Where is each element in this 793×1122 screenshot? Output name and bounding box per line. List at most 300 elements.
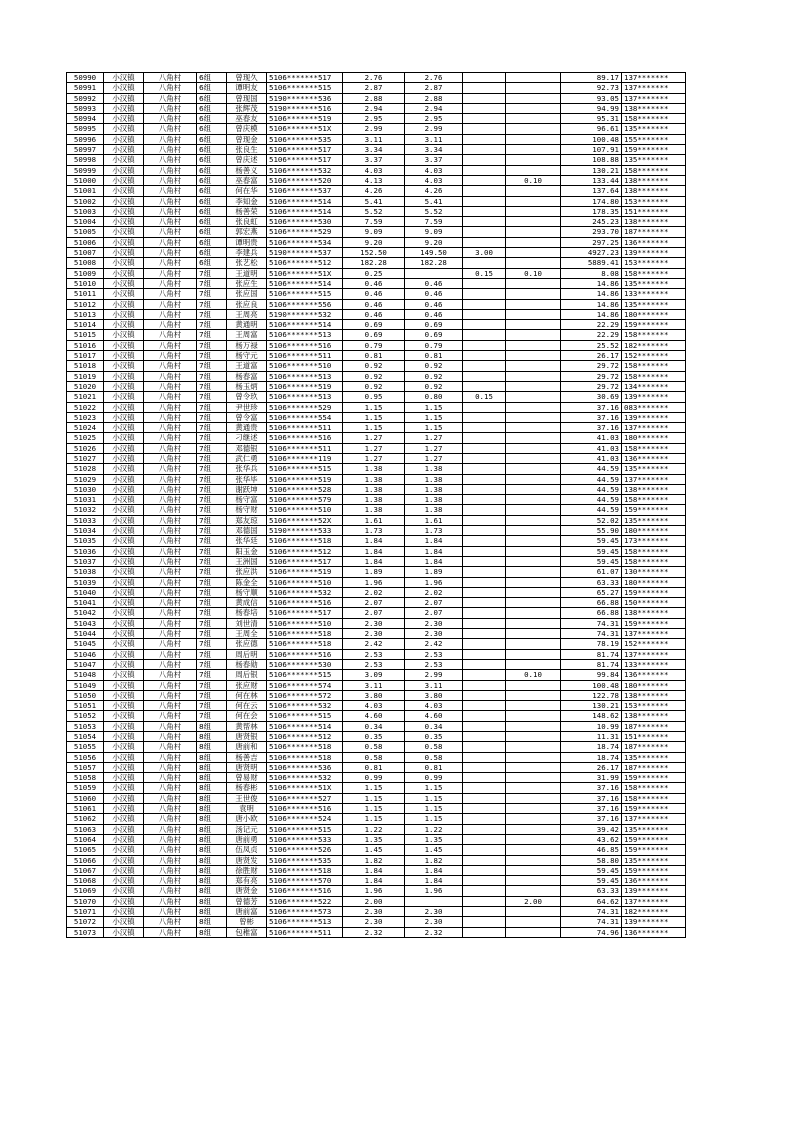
- id-number-cell: 5106*******518: [267, 639, 343, 649]
- area-total-cell: 1.15: [343, 402, 405, 412]
- area-b-cell: [463, 217, 506, 227]
- name-cell: 张应国: [227, 289, 267, 299]
- area-b-cell: [463, 278, 506, 288]
- record-id-cell: 51047: [67, 659, 104, 669]
- area-total-cell: 3.80: [343, 690, 405, 700]
- name-cell: 王周全: [227, 629, 267, 639]
- id-number-cell: 5106*******515: [267, 670, 343, 680]
- town-cell: 小汉镇: [104, 464, 144, 474]
- record-id-cell: 51030: [67, 484, 104, 494]
- village-cell: 八角村: [144, 351, 197, 361]
- town-cell: 小汉镇: [104, 299, 144, 309]
- table-row: [67, 515, 686, 525]
- record-id-cell: 50995: [67, 124, 104, 134]
- area-a-cell: 2.30: [405, 917, 463, 927]
- town-cell: 小汉镇: [104, 443, 144, 453]
- phone-cell: 135*******: [622, 124, 686, 134]
- record-id-cell: 51024: [67, 423, 104, 433]
- area-c-cell: [506, 453, 561, 463]
- area-c-cell: [506, 196, 561, 206]
- name-cell: 唐贤明: [227, 762, 267, 772]
- area-c-cell: [506, 536, 561, 546]
- group-cell: 7组: [197, 659, 227, 669]
- area-c-cell: [506, 495, 561, 505]
- id-number-cell: 5106*******51X: [267, 783, 343, 793]
- town-cell: 小汉镇: [104, 155, 144, 165]
- area-a-cell: 9.20: [405, 237, 463, 247]
- amount-cell: 29.72: [561, 371, 622, 381]
- area-a-cell: 0.81: [405, 351, 463, 361]
- area-a-cell: 2.88: [405, 93, 463, 103]
- village-cell: 八角村: [144, 289, 197, 299]
- area-a-cell: 3.34: [405, 145, 463, 155]
- record-id-cell: 50993: [67, 103, 104, 113]
- record-id-cell: 51058: [67, 773, 104, 783]
- area-total-cell: 3.11: [343, 680, 405, 690]
- table-row: [67, 629, 686, 639]
- id-number-cell: 5106*******554: [267, 412, 343, 422]
- amount-cell: 55.90: [561, 526, 622, 536]
- village-cell: 八角村: [144, 145, 197, 155]
- town-cell: 小汉镇: [104, 515, 144, 525]
- record-id-cell: 51023: [67, 412, 104, 422]
- area-b-cell: [463, 289, 506, 299]
- phone-cell: 180*******: [622, 433, 686, 443]
- id-number-cell: 5106*******513: [267, 371, 343, 381]
- village-cell: 八角村: [144, 217, 197, 227]
- table-row: [67, 93, 686, 103]
- area-b-cell: [463, 598, 506, 608]
- town-cell: 小汉镇: [104, 526, 144, 536]
- area-total-cell: 1.38: [343, 464, 405, 474]
- area-total-cell: 2.07: [343, 598, 405, 608]
- village-cell: 八角村: [144, 701, 197, 711]
- village-cell: 八角村: [144, 587, 197, 597]
- area-total-cell: 1.22: [343, 824, 405, 834]
- record-id-cell: 51028: [67, 464, 104, 474]
- id-number-cell: 5106*******517: [267, 608, 343, 618]
- table-row: [67, 196, 686, 206]
- village-cell: 八角村: [144, 773, 197, 783]
- name-cell: 邓德国: [227, 526, 267, 536]
- area-total-cell: 0.95: [343, 392, 405, 402]
- village-cell: 八角村: [144, 618, 197, 628]
- area-total-cell: 1.15: [343, 412, 405, 422]
- group-cell: 6组: [197, 114, 227, 124]
- table-row: [67, 134, 686, 144]
- amount-cell: 63.33: [561, 886, 622, 896]
- town-cell: 小汉镇: [104, 93, 144, 103]
- amount-cell: 122.78: [561, 690, 622, 700]
- table-row: [67, 618, 686, 628]
- area-c-cell: [506, 649, 561, 659]
- name-cell: 杨春培: [227, 608, 267, 618]
- group-cell: 7组: [197, 484, 227, 494]
- phone-cell: 187*******: [622, 762, 686, 772]
- name-cell: 张华毕: [227, 474, 267, 484]
- village-cell: 八角村: [144, 752, 197, 762]
- area-total-cell: 2.32: [343, 927, 405, 937]
- amount-cell: 100.48: [561, 680, 622, 690]
- group-cell: 6组: [197, 155, 227, 165]
- table-row: [67, 423, 686, 433]
- area-c-cell: [506, 340, 561, 350]
- area-b-cell: [463, 886, 506, 896]
- area-a-cell: 5.41: [405, 196, 463, 206]
- group-cell: 6组: [197, 196, 227, 206]
- amount-cell: 41.03: [561, 433, 622, 443]
- table-row: [67, 608, 686, 618]
- area-c-cell: [506, 732, 561, 742]
- area-c-cell: [506, 83, 561, 93]
- group-cell: 8组: [197, 886, 227, 896]
- area-c-cell: [506, 917, 561, 927]
- area-a-cell: 7.59: [405, 217, 463, 227]
- area-total-cell: 1.38: [343, 474, 405, 484]
- group-cell: 8组: [197, 896, 227, 906]
- id-number-cell: 5190*******537: [267, 248, 343, 258]
- table-row: [67, 732, 686, 742]
- name-cell: 唐前富: [227, 907, 267, 917]
- name-cell: 王道明: [227, 268, 267, 278]
- area-a-cell: 2.87: [405, 83, 463, 93]
- area-b-cell: [463, 618, 506, 628]
- group-cell: 7组: [197, 556, 227, 566]
- area-c-cell: [506, 804, 561, 814]
- amount-cell: 59.45: [561, 556, 622, 566]
- town-cell: 小汉镇: [104, 474, 144, 484]
- village-cell: 八角村: [144, 484, 197, 494]
- amount-cell: 74.31: [561, 629, 622, 639]
- id-number-cell: 5106*******533: [267, 834, 343, 844]
- record-id-cell: 51005: [67, 227, 104, 237]
- area-total-cell: 2.53: [343, 649, 405, 659]
- town-cell: 小汉镇: [104, 845, 144, 855]
- village-cell: 八角村: [144, 330, 197, 340]
- phone-cell: 137*******: [622, 73, 686, 83]
- name-cell: 杨守元: [227, 351, 267, 361]
- area-c-cell: [506, 114, 561, 124]
- phone-cell: 137*******: [622, 896, 686, 906]
- area-total-cell: 2.95: [343, 114, 405, 124]
- area-c-cell: [506, 361, 561, 371]
- group-cell: 6组: [197, 237, 227, 247]
- town-cell: 小汉镇: [104, 701, 144, 711]
- area-total-cell: 1.84: [343, 546, 405, 556]
- area-b-cell: [463, 567, 506, 577]
- amount-cell: 37.16: [561, 783, 622, 793]
- village-cell: 八角村: [144, 93, 197, 103]
- area-b-cell: [463, 927, 506, 937]
- area-a-cell: [405, 896, 463, 906]
- area-total-cell: 4.03: [343, 165, 405, 175]
- id-number-cell: 5106*******510: [267, 361, 343, 371]
- id-number-cell: 5106*******510: [267, 577, 343, 587]
- area-b-cell: [463, 907, 506, 917]
- amount-cell: 59.45: [561, 546, 622, 556]
- area-c-cell: [506, 618, 561, 628]
- phone-cell: 180*******: [622, 680, 686, 690]
- town-cell: 小汉镇: [104, 732, 144, 742]
- phone-cell: 135*******: [622, 515, 686, 525]
- area-b-cell: [463, 330, 506, 340]
- area-total-cell: 0.92: [343, 371, 405, 381]
- area-a-cell: 2.07: [405, 598, 463, 608]
- id-number-cell: 5106*******513: [267, 392, 343, 402]
- group-cell: 7组: [197, 495, 227, 505]
- record-id-cell: 51050: [67, 690, 104, 700]
- area-b-cell: [463, 495, 506, 505]
- name-cell: 谭明贵: [227, 237, 267, 247]
- name-cell: 杨春勋: [227, 659, 267, 669]
- record-id-cell: 51026: [67, 443, 104, 453]
- village-cell: 八角村: [144, 73, 197, 83]
- area-total-cell: 1.84: [343, 536, 405, 546]
- group-cell: 8组: [197, 804, 227, 814]
- area-c-cell: 0.10: [506, 268, 561, 278]
- town-cell: 小汉镇: [104, 258, 144, 268]
- amount-cell: 44.59: [561, 464, 622, 474]
- table-row: [67, 865, 686, 875]
- amount-cell: 26.17: [561, 762, 622, 772]
- amount-cell: 14.86: [561, 309, 622, 319]
- area-a-cell: 1.22: [405, 824, 463, 834]
- group-cell: 7组: [197, 392, 227, 402]
- area-a-cell: 2.99: [405, 670, 463, 680]
- area-a-cell: 9.09: [405, 227, 463, 237]
- group-cell: 7组: [197, 423, 227, 433]
- phone-cell: 137*******: [622, 649, 686, 659]
- name-cell: 黄通明: [227, 320, 267, 330]
- area-b-cell: [463, 762, 506, 772]
- area-total-cell: 1.15: [343, 423, 405, 433]
- table-row: [67, 721, 686, 731]
- village-cell: 八角村: [144, 196, 197, 206]
- name-cell: 何在林: [227, 690, 267, 700]
- phone-cell: 150*******: [622, 598, 686, 608]
- village-cell: 八角村: [144, 711, 197, 721]
- area-c-cell: [506, 721, 561, 731]
- name-cell: 曾令玖: [227, 392, 267, 402]
- group-cell: 7组: [197, 330, 227, 340]
- town-cell: 小汉镇: [104, 855, 144, 865]
- amount-cell: 92.73: [561, 83, 622, 93]
- group-cell: 8组: [197, 927, 227, 937]
- area-b-cell: [463, 752, 506, 762]
- table-row: [67, 680, 686, 690]
- phone-cell: 182*******: [622, 340, 686, 350]
- area-b-cell: [463, 371, 506, 381]
- group-cell: 7组: [197, 412, 227, 422]
- name-cell: 张艺松: [227, 258, 267, 268]
- village-cell: 八角村: [144, 907, 197, 917]
- area-b-cell: [463, 587, 506, 597]
- area-a-cell: 4.03: [405, 165, 463, 175]
- town-cell: 小汉镇: [104, 598, 144, 608]
- area-total-cell: 0.92: [343, 381, 405, 391]
- village-cell: 八角村: [144, 577, 197, 587]
- record-id-cell: 51002: [67, 196, 104, 206]
- phone-cell: 130*******: [622, 567, 686, 577]
- area-total-cell: 2.30: [343, 618, 405, 628]
- phone-cell: 136*******: [622, 876, 686, 886]
- amount-cell: 37.16: [561, 804, 622, 814]
- record-id-cell: 51042: [67, 608, 104, 618]
- amount-cell: 5889.41: [561, 258, 622, 268]
- area-b-cell: [463, 320, 506, 330]
- name-cell: 李知金: [227, 196, 267, 206]
- village-cell: 八角村: [144, 361, 197, 371]
- record-id-cell: 51072: [67, 917, 104, 927]
- area-a-cell: 0.99: [405, 773, 463, 783]
- amount-cell: 94.99: [561, 103, 622, 113]
- town-cell: 小汉镇: [104, 309, 144, 319]
- area-c-cell: [506, 351, 561, 361]
- town-cell: 小汉镇: [104, 649, 144, 659]
- name-cell: 曾现久: [227, 73, 267, 83]
- group-cell: 8组: [197, 834, 227, 844]
- area-total-cell: 1.27: [343, 453, 405, 463]
- area-a-cell: 1.27: [405, 443, 463, 453]
- phone-cell: 136*******: [622, 237, 686, 247]
- area-c-cell: [506, 783, 561, 793]
- table-row: [67, 505, 686, 515]
- area-b-cell: [463, 340, 506, 350]
- area-b-cell: [463, 484, 506, 494]
- area-c-cell: 0.10: [506, 670, 561, 680]
- record-id-cell: 51019: [67, 371, 104, 381]
- id-number-cell: 5106*******532: [267, 165, 343, 175]
- amount-cell: 29.72: [561, 381, 622, 391]
- area-c-cell: [506, 423, 561, 433]
- area-a-cell: 0.79: [405, 340, 463, 350]
- record-id-cell: 50999: [67, 165, 104, 175]
- area-c-cell: [506, 598, 561, 608]
- group-cell: 7组: [197, 711, 227, 721]
- area-b-cell: [463, 526, 506, 536]
- area-b-cell: [463, 258, 506, 268]
- record-id-cell: 51065: [67, 845, 104, 855]
- area-b-cell: [463, 361, 506, 371]
- phone-cell: 187*******: [622, 227, 686, 237]
- id-number-cell: 5106*******516: [267, 433, 343, 443]
- group-cell: 7组: [197, 670, 227, 680]
- table-row: [67, 412, 686, 422]
- village-cell: 八角村: [144, 423, 197, 433]
- area-c-cell: [506, 227, 561, 237]
- table-row: [67, 793, 686, 803]
- area-b-cell: [463, 629, 506, 639]
- name-cell: 谭明友: [227, 83, 267, 93]
- town-cell: 小汉镇: [104, 505, 144, 515]
- amount-cell: 10.99: [561, 721, 622, 731]
- id-number-cell: 5106*******532: [267, 701, 343, 711]
- phone-cell: 158*******: [622, 268, 686, 278]
- phone-cell: 158*******: [622, 495, 686, 505]
- table-row: [67, 907, 686, 917]
- amount-cell: 93.05: [561, 93, 622, 103]
- table-row: [67, 155, 686, 165]
- record-id-cell: 51011: [67, 289, 104, 299]
- amount-cell: 18.74: [561, 742, 622, 752]
- area-c-cell: [506, 289, 561, 299]
- town-cell: 小汉镇: [104, 927, 144, 937]
- area-a-cell: 2.94: [405, 103, 463, 113]
- record-id-cell: 51068: [67, 876, 104, 886]
- record-id-cell: 51073: [67, 927, 104, 937]
- town-cell: 小汉镇: [104, 484, 144, 494]
- town-cell: 小汉镇: [104, 371, 144, 381]
- id-number-cell: 5106*******572: [267, 690, 343, 700]
- table-row: [67, 217, 686, 227]
- area-c-cell: 2.00: [506, 896, 561, 906]
- record-id-cell: 51051: [67, 701, 104, 711]
- area-c-cell: [506, 278, 561, 288]
- town-cell: 小汉镇: [104, 83, 144, 93]
- area-a-cell: 1.15: [405, 814, 463, 824]
- id-number-cell: 5106*******510: [267, 505, 343, 515]
- area-total-cell: 1.96: [343, 577, 405, 587]
- area-b-cell: [463, 577, 506, 587]
- area-total-cell: 4.13: [343, 175, 405, 185]
- area-c-cell: [506, 93, 561, 103]
- amount-cell: 44.59: [561, 495, 622, 505]
- area-b-cell: [463, 732, 506, 742]
- area-c-cell: [506, 762, 561, 772]
- table-row: [67, 598, 686, 608]
- name-cell: 杨春彬: [227, 783, 267, 793]
- village-cell: 八角村: [144, 299, 197, 309]
- group-cell: 8组: [197, 762, 227, 772]
- name-cell: 汤记元: [227, 824, 267, 834]
- area-b-cell: 0.15: [463, 392, 506, 402]
- area-c-cell: [506, 577, 561, 587]
- area-b-cell: [463, 114, 506, 124]
- table-row: [67, 484, 686, 494]
- record-id-cell: 51004: [67, 217, 104, 227]
- record-id-cell: 51063: [67, 824, 104, 834]
- area-c-cell: [506, 402, 561, 412]
- area-a-cell: 1.38: [405, 464, 463, 474]
- village-cell: 八角村: [144, 804, 197, 814]
- record-id-cell: 51007: [67, 248, 104, 258]
- phone-cell: 158*******: [622, 556, 686, 566]
- area-a-cell: 1.84: [405, 876, 463, 886]
- area-a-cell: 1.84: [405, 546, 463, 556]
- name-cell: 武仁勇: [227, 453, 267, 463]
- name-cell: 周后银: [227, 670, 267, 680]
- phone-cell: 153*******: [622, 701, 686, 711]
- area-b-cell: [463, 237, 506, 247]
- id-number-cell: 5106*******517: [267, 145, 343, 155]
- id-number-cell: 5106*******537: [267, 186, 343, 196]
- group-cell: 8组: [197, 773, 227, 783]
- town-cell: 小汉镇: [104, 412, 144, 422]
- group-cell: 6组: [197, 134, 227, 144]
- area-total-cell: 9.09: [343, 227, 405, 237]
- table-row: [67, 258, 686, 268]
- table-row: [67, 309, 686, 319]
- area-a-cell: 5.52: [405, 206, 463, 216]
- table-row: [67, 330, 686, 340]
- group-cell: 7组: [197, 639, 227, 649]
- area-a-cell: 2.30: [405, 629, 463, 639]
- record-id-cell: 51015: [67, 330, 104, 340]
- area-c-cell: [506, 484, 561, 494]
- phone-cell: 180*******: [622, 577, 686, 587]
- amount-cell: 29.72: [561, 361, 622, 371]
- id-number-cell: 5106*******511: [267, 443, 343, 453]
